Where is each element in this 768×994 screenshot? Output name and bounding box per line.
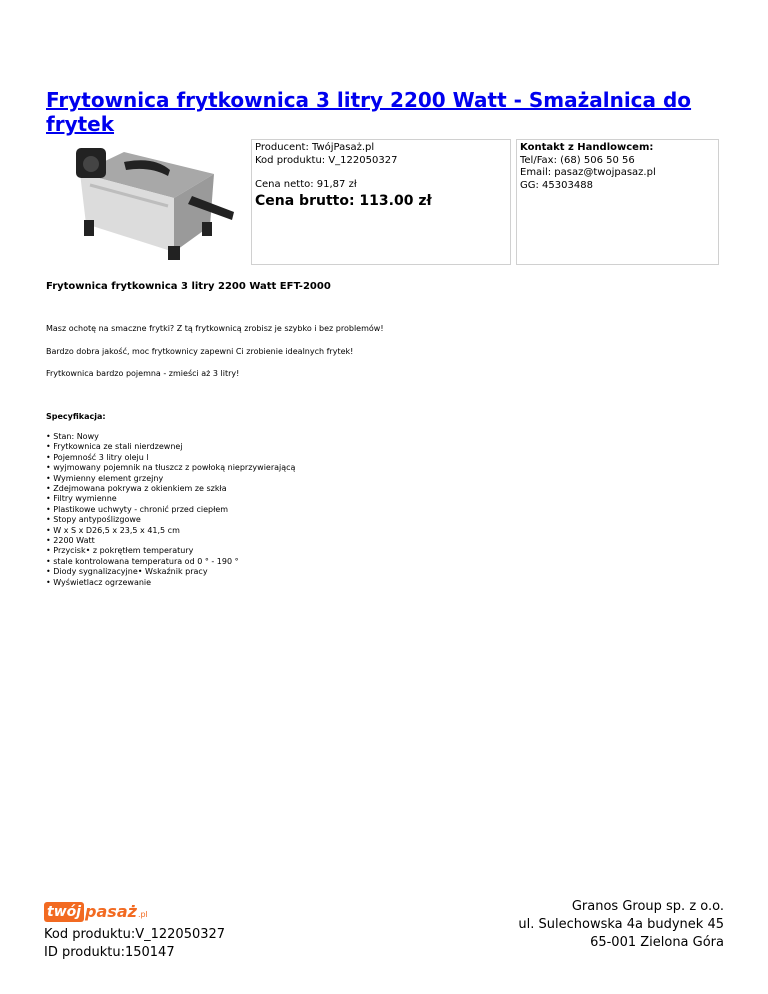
spec-item: • W x S x D26,5 x 23,5 x 41,5 cm bbox=[46, 526, 726, 536]
contact-box bbox=[516, 139, 719, 265]
spec-item: • Wymienny element grzejny bbox=[46, 474, 726, 484]
specification-list bbox=[46, 432, 726, 588]
contact-email: Email: pasaz@twojpasaz.pl bbox=[520, 167, 656, 178]
contact-header: Kontakt z Handlowcem: bbox=[520, 142, 654, 153]
spec-item: • Stopy antypoślizgowe bbox=[46, 515, 726, 525]
spec-item: • Stan: Nowy bbox=[46, 432, 726, 442]
footer-product-code: Kod produktu:V_122050327 bbox=[44, 927, 226, 942]
spec-item: • Wyświetlacz ogrzewanie bbox=[46, 578, 726, 588]
spacer bbox=[255, 167, 507, 179]
spec-item: • Frytkownica ze stali nierdzewnej bbox=[46, 442, 726, 452]
spec-item: • stale kontrolowana temperatura od 0 ° - 190 ° bbox=[46, 557, 726, 567]
footer-left bbox=[44, 898, 344, 962]
company-city: 65-001 Zielona Góra bbox=[590, 935, 724, 950]
spec-item: • Pojemność 3 litry oleju l bbox=[46, 453, 726, 463]
contact-gg: GG: 45303488 bbox=[520, 179, 593, 191]
product-subtitle: Frytownica frytkownica 3 litry 2200 Watt EFT-2000 bbox=[46, 281, 331, 292]
net-price-text: Cena netto: 91,87 zł bbox=[255, 179, 357, 190]
specification-heading: Specyfikacja: bbox=[46, 412, 106, 421]
description-paragraph: Frytkownica bardzo pojemna - zmieści aż 3 litry! bbox=[46, 369, 240, 378]
product-title-link[interactable]: Frytownica frytkownica 3 litry 2200 Watt - Smażalnica do frytek bbox=[46, 88, 692, 136]
company-street: ul. Sulechowska 4a budynek 45 bbox=[518, 917, 724, 932]
producer-text: Producent: TwójPasaż.pl bbox=[255, 142, 375, 153]
product-code-text: Kod produktu: V_122050327 bbox=[255, 154, 398, 166]
spec-item: • 2200 Watt bbox=[46, 536, 726, 546]
spec-item: • Przycisk• z pokrętłem temperatury bbox=[46, 546, 726, 556]
spec-item: • Plastikowe uchwyty - chronić przed ciepłem bbox=[46, 505, 726, 515]
logo-mark: twój bbox=[44, 902, 84, 922]
footer-company-address bbox=[404, 898, 724, 952]
logo-tld: .pl bbox=[137, 910, 148, 919]
spec-item: • Filtry wymienne bbox=[46, 494, 726, 504]
spec-item: • Zdejmowana pokrywa z okienkiem ze szkła bbox=[46, 484, 726, 494]
price-info-box bbox=[251, 139, 511, 265]
contact-phone: Tel/Fax: (68) 506 50 56 bbox=[520, 154, 635, 166]
footer-product-id: ID produktu:150147 bbox=[44, 945, 175, 960]
logo-word: pasaż bbox=[85, 902, 137, 921]
gross-price-text: Cena brutto: 113.00 zł bbox=[255, 192, 432, 209]
description-paragraph: Bardzo dobra jakość, moc frytkownicy zapewni Ci zrobienie idealnych frytek! bbox=[46, 347, 354, 356]
product-image-deep-fryer bbox=[46, 140, 246, 266]
spec-item: • Diody sygnalizacyjne• Wskaźnik pracy bbox=[46, 567, 726, 577]
spec-item: • wyjmowany pojemnik na tłuszcz z powłoką nieprzywierającą bbox=[46, 463, 726, 473]
company-name: Granos Group sp. z o.o. bbox=[571, 899, 724, 914]
twojpasaz-logo bbox=[44, 898, 344, 922]
description-paragraph: Masz ochotę na smaczne frytki? Z tą frytkownicą zrobisz je szybko i bez problemów! bbox=[46, 324, 384, 333]
